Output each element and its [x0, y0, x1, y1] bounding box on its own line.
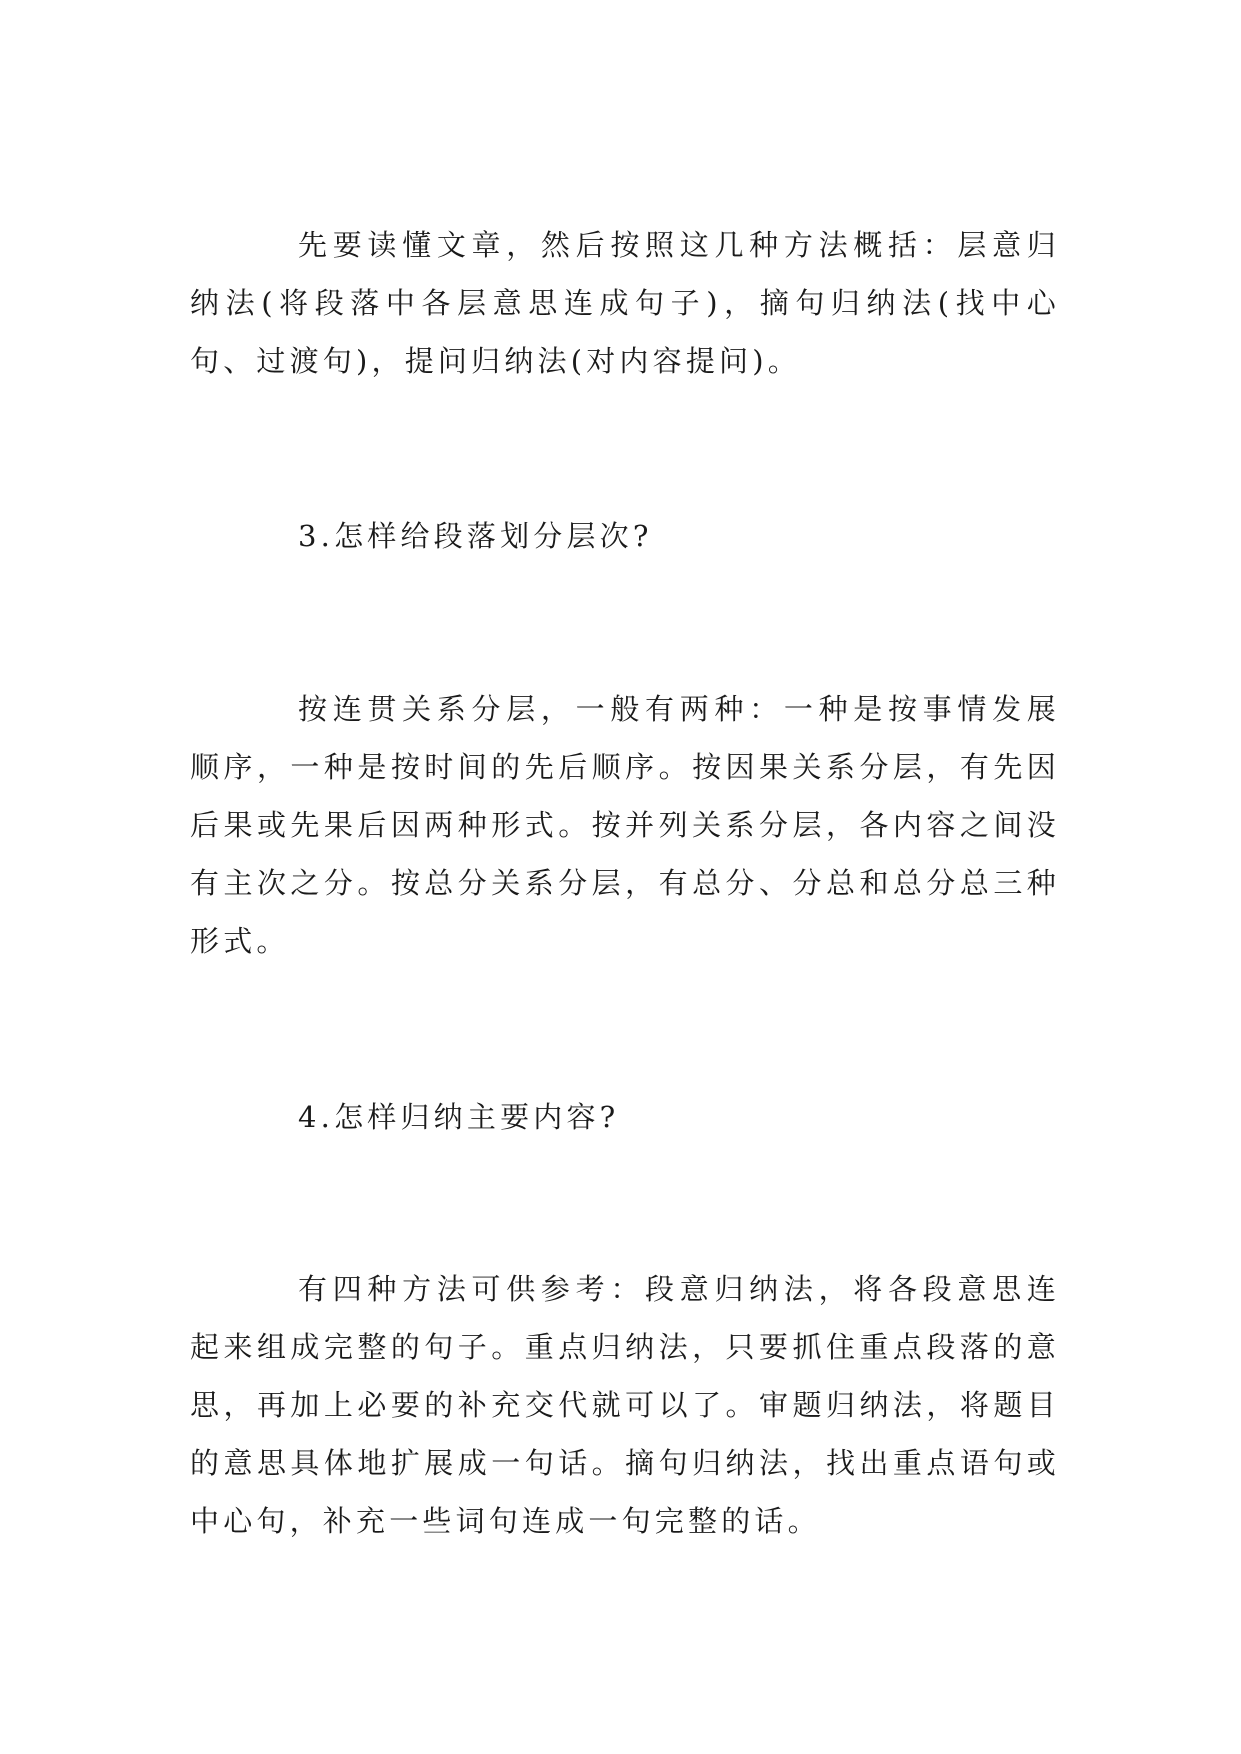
- heading-question-3: 3.怎样给段落划分层次?: [298, 519, 653, 553]
- heading-question-4: 4.怎样归纳主要内容?: [298, 1100, 620, 1134]
- paragraph-summary-methods: 先要读懂文章，然后按照这几种方法概括：层意归纳法(将段落中各层意思连成句子)，摘句归纳法(找中心句、过渡句)，提问归纳法(对内容提问)。: [190, 228, 1060, 378]
- paragraph-layering-methods: 按连贯关系分层，一般有两种：一种是按事情发展顺序，一种是按时间的先后顺序。按因果关系分层，有先因后果或先果后因两种形式。按并列关系分层，各内容之间没有主次之分。按总分关系分层，有总分、分总和总分总三种形式。: [190, 692, 1060, 958]
- paragraph-main-content-methods: 有四种方法可供参考：段意归纳法，将各段意思连起来组成完整的句子。重点归纳法，只要抓住重点段落的意思，再加上必要的补充交代就可以了。审题归纳法，将题目的意思具体地扩展成一句话。摘句归纳法，找出重点语句或中心句，补充一些词句连成一句完整的话。: [190, 1272, 1060, 1538]
